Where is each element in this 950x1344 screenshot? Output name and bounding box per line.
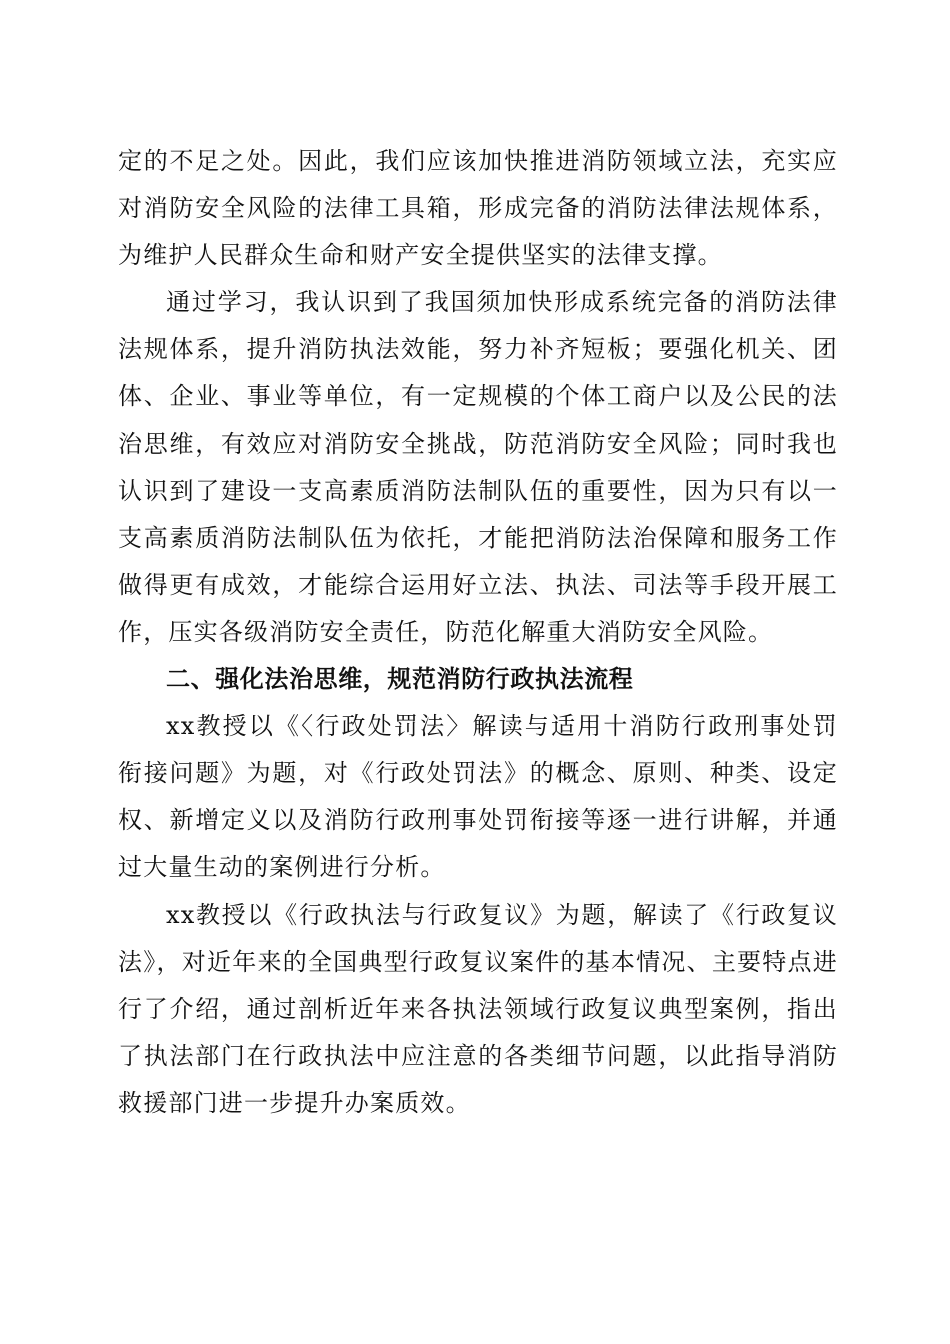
paragraph-administrative-review-lecture: xx教授以《行政执法与行政复议》为题，解读了《行政复议法》，对近年来的全国典型行政复议案件的基本情况、主要特点进行了介绍，通过剖析近年来各执法领域行政复议典型案例，指出了执法部门在行政执法中应注意的各类细节问题，以此指导消防救援部门进一步提升办案质效。 bbox=[118, 900, 838, 1117]
document-body bbox=[118, 138, 838, 1127]
paragraph-administrative-penalty-lecture: xx教授以《〈行政处罚法〉解读与适用十消防行政刑事处罚衔接问题》为题，对《行政处罚法》的概念、原则、种类、设定权、新增定义以及消防行政刑事处罚衔接等逐一进行讲解，并通过大量生动的案例进行分析。 bbox=[118, 712, 838, 882]
section-heading: 二、强化法治思维，规范消防行政执法流程 bbox=[166, 665, 634, 694]
paragraph-learning-summary: 通过学习，我认识到了我国须加快形成系统完备的消防法律法规体系，提升消防执法效能，努力补齐短板；要强化机关、团体、企业、事业等单位，有一定规模的个体工商户以及公民的法治思维，有效应对消防安全挑战，防范消防安全风险；同时我也认识到了建设一支高素质消防法制队伍的重要性，因为只有以一支高素质消防法制队伍为依托，才能把消防法治保障和服务工作做得更有成效，才能综合运用好立法、执法、司法等手段开展工作，压实各级消防安全责任，防范化解重大消防安全风险。 bbox=[118, 288, 838, 646]
paragraph-continuation: 定的不足之处。因此，我们应该加快推进消防领域立法，充实应对消防安全风险的法律工具箱，形成完备的消防法律法规体系，为维护人民群众生命和财产安全提供坚实的法律支撑。 bbox=[118, 147, 838, 270]
